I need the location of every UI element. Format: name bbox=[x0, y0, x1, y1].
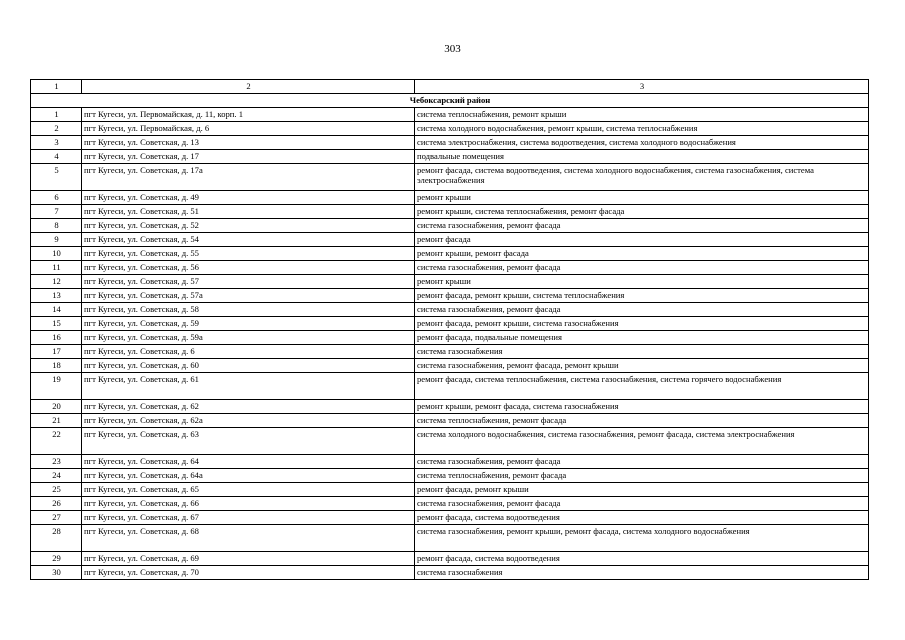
row-number: 13 bbox=[31, 289, 82, 303]
table-row bbox=[31, 373, 869, 400]
row-works: система теплоснабжения, ремонт крыши bbox=[415, 108, 869, 122]
row-works: система газоснабжения, ремонт фасада bbox=[415, 303, 869, 317]
row-works: ремонт крыши bbox=[415, 275, 869, 289]
row-address: пгт Кугеси, ул. Советская, д. 65 bbox=[82, 483, 415, 497]
row-works: система газоснабжения, ремонт фасада, ремонт крыши bbox=[415, 359, 869, 373]
row-address: пгт Кугеси, ул. Советская, д. 57а bbox=[82, 289, 415, 303]
row-number: 14 bbox=[31, 303, 82, 317]
row-number: 17 bbox=[31, 345, 82, 359]
table-row bbox=[31, 136, 869, 150]
table-row bbox=[31, 331, 869, 345]
row-number: 27 bbox=[31, 511, 82, 525]
table-row bbox=[31, 219, 869, 233]
table-row bbox=[31, 164, 869, 191]
row-works: система газоснабжения bbox=[415, 566, 869, 580]
row-works: ремонт фасада, система теплоснабжения, система газоснабжения, система горячего водоснабжения bbox=[415, 373, 869, 400]
row-number: 24 bbox=[31, 469, 82, 483]
row-number: 7 bbox=[31, 205, 82, 219]
table-row bbox=[31, 317, 869, 331]
table-row bbox=[31, 414, 869, 428]
row-address: пгт Кугеси, ул. Советская, д. 59 bbox=[82, 317, 415, 331]
table-row bbox=[31, 191, 869, 205]
table-row bbox=[31, 233, 869, 247]
table-row bbox=[31, 261, 869, 275]
table-row bbox=[31, 497, 869, 511]
row-number: 22 bbox=[31, 428, 82, 455]
table-row bbox=[31, 345, 869, 359]
row-number: 16 bbox=[31, 331, 82, 345]
section-row bbox=[31, 94, 869, 108]
table-row bbox=[31, 122, 869, 136]
row-works: ремонт фасада, система водоотведения, система холодного водоснабжения, система газоснабжения, система электроснабжения bbox=[415, 164, 869, 191]
row-address: пгт Кугеси, ул. Советская, д. 54 bbox=[82, 233, 415, 247]
row-number: 18 bbox=[31, 359, 82, 373]
row-number: 4 bbox=[31, 150, 82, 164]
table-row bbox=[31, 525, 869, 552]
row-address: пгт Кугеси, ул. Первомайская, д. 6 bbox=[82, 122, 415, 136]
row-address: пгт Кугеси, ул. Советская, д. 60 bbox=[82, 359, 415, 373]
row-address: пгт Кугеси, ул. Советская, д. 13 bbox=[82, 136, 415, 150]
row-works: ремонт фасада, ремонт крыши, система газоснабжения bbox=[415, 317, 869, 331]
section-title: Чебоксарский район bbox=[31, 94, 869, 108]
row-works: ремонт фасада, ремонт крыши bbox=[415, 483, 869, 497]
row-address: пгт Кугеси, ул. Советская, д. 68 bbox=[82, 525, 415, 552]
address-table bbox=[30, 79, 869, 580]
row-number: 21 bbox=[31, 414, 82, 428]
row-works: подвальные помещения bbox=[415, 150, 869, 164]
row-number: 23 bbox=[31, 455, 82, 469]
row-address: пгт Кугеси, ул. Советская, д. 63 bbox=[82, 428, 415, 455]
row-address: пгт Кугеси, ул. Советская, д. 51 bbox=[82, 205, 415, 219]
row-works: ремонт фасада, подвальные помещения bbox=[415, 331, 869, 345]
row-address: пгт Кугеси, ул. Советская, д. 59а bbox=[82, 331, 415, 345]
row-works: система газоснабжения, ремонт фасада bbox=[415, 497, 869, 511]
row-works: система газоснабжения, ремонт фасада bbox=[415, 455, 869, 469]
row-address: пгт Кугеси, ул. Советская, д. 62 bbox=[82, 400, 415, 414]
table-row bbox=[31, 511, 869, 525]
row-address: пгт Кугеси, ул. Советская, д. 17 bbox=[82, 150, 415, 164]
row-address: пгт Кугеси, ул. Советская, д. 58 bbox=[82, 303, 415, 317]
row-address: пгт Кугеси, ул. Советская, д. 67 bbox=[82, 511, 415, 525]
row-address: пгт Кугеси, ул. Советская, д. 69 bbox=[82, 552, 415, 566]
row-address: пгт Кугеси, ул. Советская, д. 62а bbox=[82, 414, 415, 428]
row-works: система электроснабжения, система водоотведения, система холодного водоснабжения bbox=[415, 136, 869, 150]
row-address: пгт Кугеси, ул. Советская, д. 57 bbox=[82, 275, 415, 289]
row-address: пгт Кугеси, ул. Советская, д. 55 bbox=[82, 247, 415, 261]
row-works: система теплоснабжения, ремонт фасада bbox=[415, 414, 869, 428]
row-works: ремонт крыши, ремонт фасада, система газоснабжения bbox=[415, 400, 869, 414]
table-row bbox=[31, 428, 869, 455]
table-row bbox=[31, 400, 869, 414]
column-number-3: 3 bbox=[415, 80, 869, 94]
row-number: 6 bbox=[31, 191, 82, 205]
row-number: 19 bbox=[31, 373, 82, 400]
row-works: ремонт фасада, система водоотведения bbox=[415, 511, 869, 525]
row-number: 30 bbox=[31, 566, 82, 580]
row-works: система теплоснабжения, ремонт фасада bbox=[415, 469, 869, 483]
row-address: пгт Кугеси, ул. Советская, д. 66 bbox=[82, 497, 415, 511]
row-number: 10 bbox=[31, 247, 82, 261]
row-number: 20 bbox=[31, 400, 82, 414]
row-number: 28 bbox=[31, 525, 82, 552]
row-number: 5 bbox=[31, 164, 82, 191]
table-row bbox=[31, 275, 869, 289]
row-number: 2 bbox=[31, 122, 82, 136]
column-number-row bbox=[31, 80, 869, 94]
table-row bbox=[31, 205, 869, 219]
table-row bbox=[31, 247, 869, 261]
row-works: ремонт фасада, система водоотведения bbox=[415, 552, 869, 566]
table-row bbox=[31, 108, 869, 122]
column-number-2: 2 bbox=[82, 80, 415, 94]
row-number: 15 bbox=[31, 317, 82, 331]
table-row bbox=[31, 289, 869, 303]
row-address: пгт Кугеси, ул. Первомайская, д. 11, корп. 1 bbox=[82, 108, 415, 122]
row-works: система газоснабжения, ремонт крыши, ремонт фасада, система холодного водоснабжения bbox=[415, 525, 869, 552]
table-body bbox=[31, 80, 869, 580]
table-row bbox=[31, 483, 869, 497]
table-row bbox=[31, 552, 869, 566]
row-address: пгт Кугеси, ул. Советская, д. 56 bbox=[82, 261, 415, 275]
row-number: 29 bbox=[31, 552, 82, 566]
column-number-1: 1 bbox=[31, 80, 82, 94]
row-number: 25 bbox=[31, 483, 82, 497]
row-works: ремонт фасада, ремонт крыши, система теплоснабжения bbox=[415, 289, 869, 303]
row-works: система газоснабжения bbox=[415, 345, 869, 359]
page-number: 303 bbox=[444, 43, 461, 55]
row-number: 1 bbox=[31, 108, 82, 122]
table-row bbox=[31, 150, 869, 164]
row-works: система холодного водоснабжения, система газоснабжения, ремонт фасада, система электроснабжения bbox=[415, 428, 869, 455]
table-row bbox=[31, 455, 869, 469]
row-address: пгт Кугеси, ул. Советская, д. 6 bbox=[82, 345, 415, 359]
row-address: пгт Кугеси, ул. Советская, д. 64 bbox=[82, 455, 415, 469]
row-works: система газоснабжения, ремонт фасада bbox=[415, 261, 869, 275]
row-number: 12 bbox=[31, 275, 82, 289]
row-number: 11 bbox=[31, 261, 82, 275]
row-address: пгт Кугеси, ул. Советская, д. 70 bbox=[82, 566, 415, 580]
row-address: пгт Кугеси, ул. Советская, д. 49 bbox=[82, 191, 415, 205]
table-row bbox=[31, 359, 869, 373]
row-address: пгт Кугеси, ул. Советская, д. 52 bbox=[82, 219, 415, 233]
row-works: ремонт фасада bbox=[415, 233, 869, 247]
row-works: ремонт крыши bbox=[415, 191, 869, 205]
row-number: 26 bbox=[31, 497, 82, 511]
row-works: система газоснабжения, ремонт фасада bbox=[415, 219, 869, 233]
row-address: пгт Кугеси, ул. Советская, д. 64а bbox=[82, 469, 415, 483]
row-number: 8 bbox=[31, 219, 82, 233]
row-number: 3 bbox=[31, 136, 82, 150]
row-works: система холодного водоснабжения, ремонт крыши, система теплоснабжения bbox=[415, 122, 869, 136]
table-row bbox=[31, 469, 869, 483]
row-works: ремонт крыши, ремонт фасада bbox=[415, 247, 869, 261]
row-address: пгт Кугеси, ул. Советская, д. 61 bbox=[82, 373, 415, 400]
table-row bbox=[31, 566, 869, 580]
row-works: ремонт крыши, система теплоснабжения, ремонт фасада bbox=[415, 205, 869, 219]
row-address: пгт Кугеси, ул. Советская, д. 17а bbox=[82, 164, 415, 191]
row-number: 9 bbox=[31, 233, 82, 247]
table-row bbox=[31, 303, 869, 317]
